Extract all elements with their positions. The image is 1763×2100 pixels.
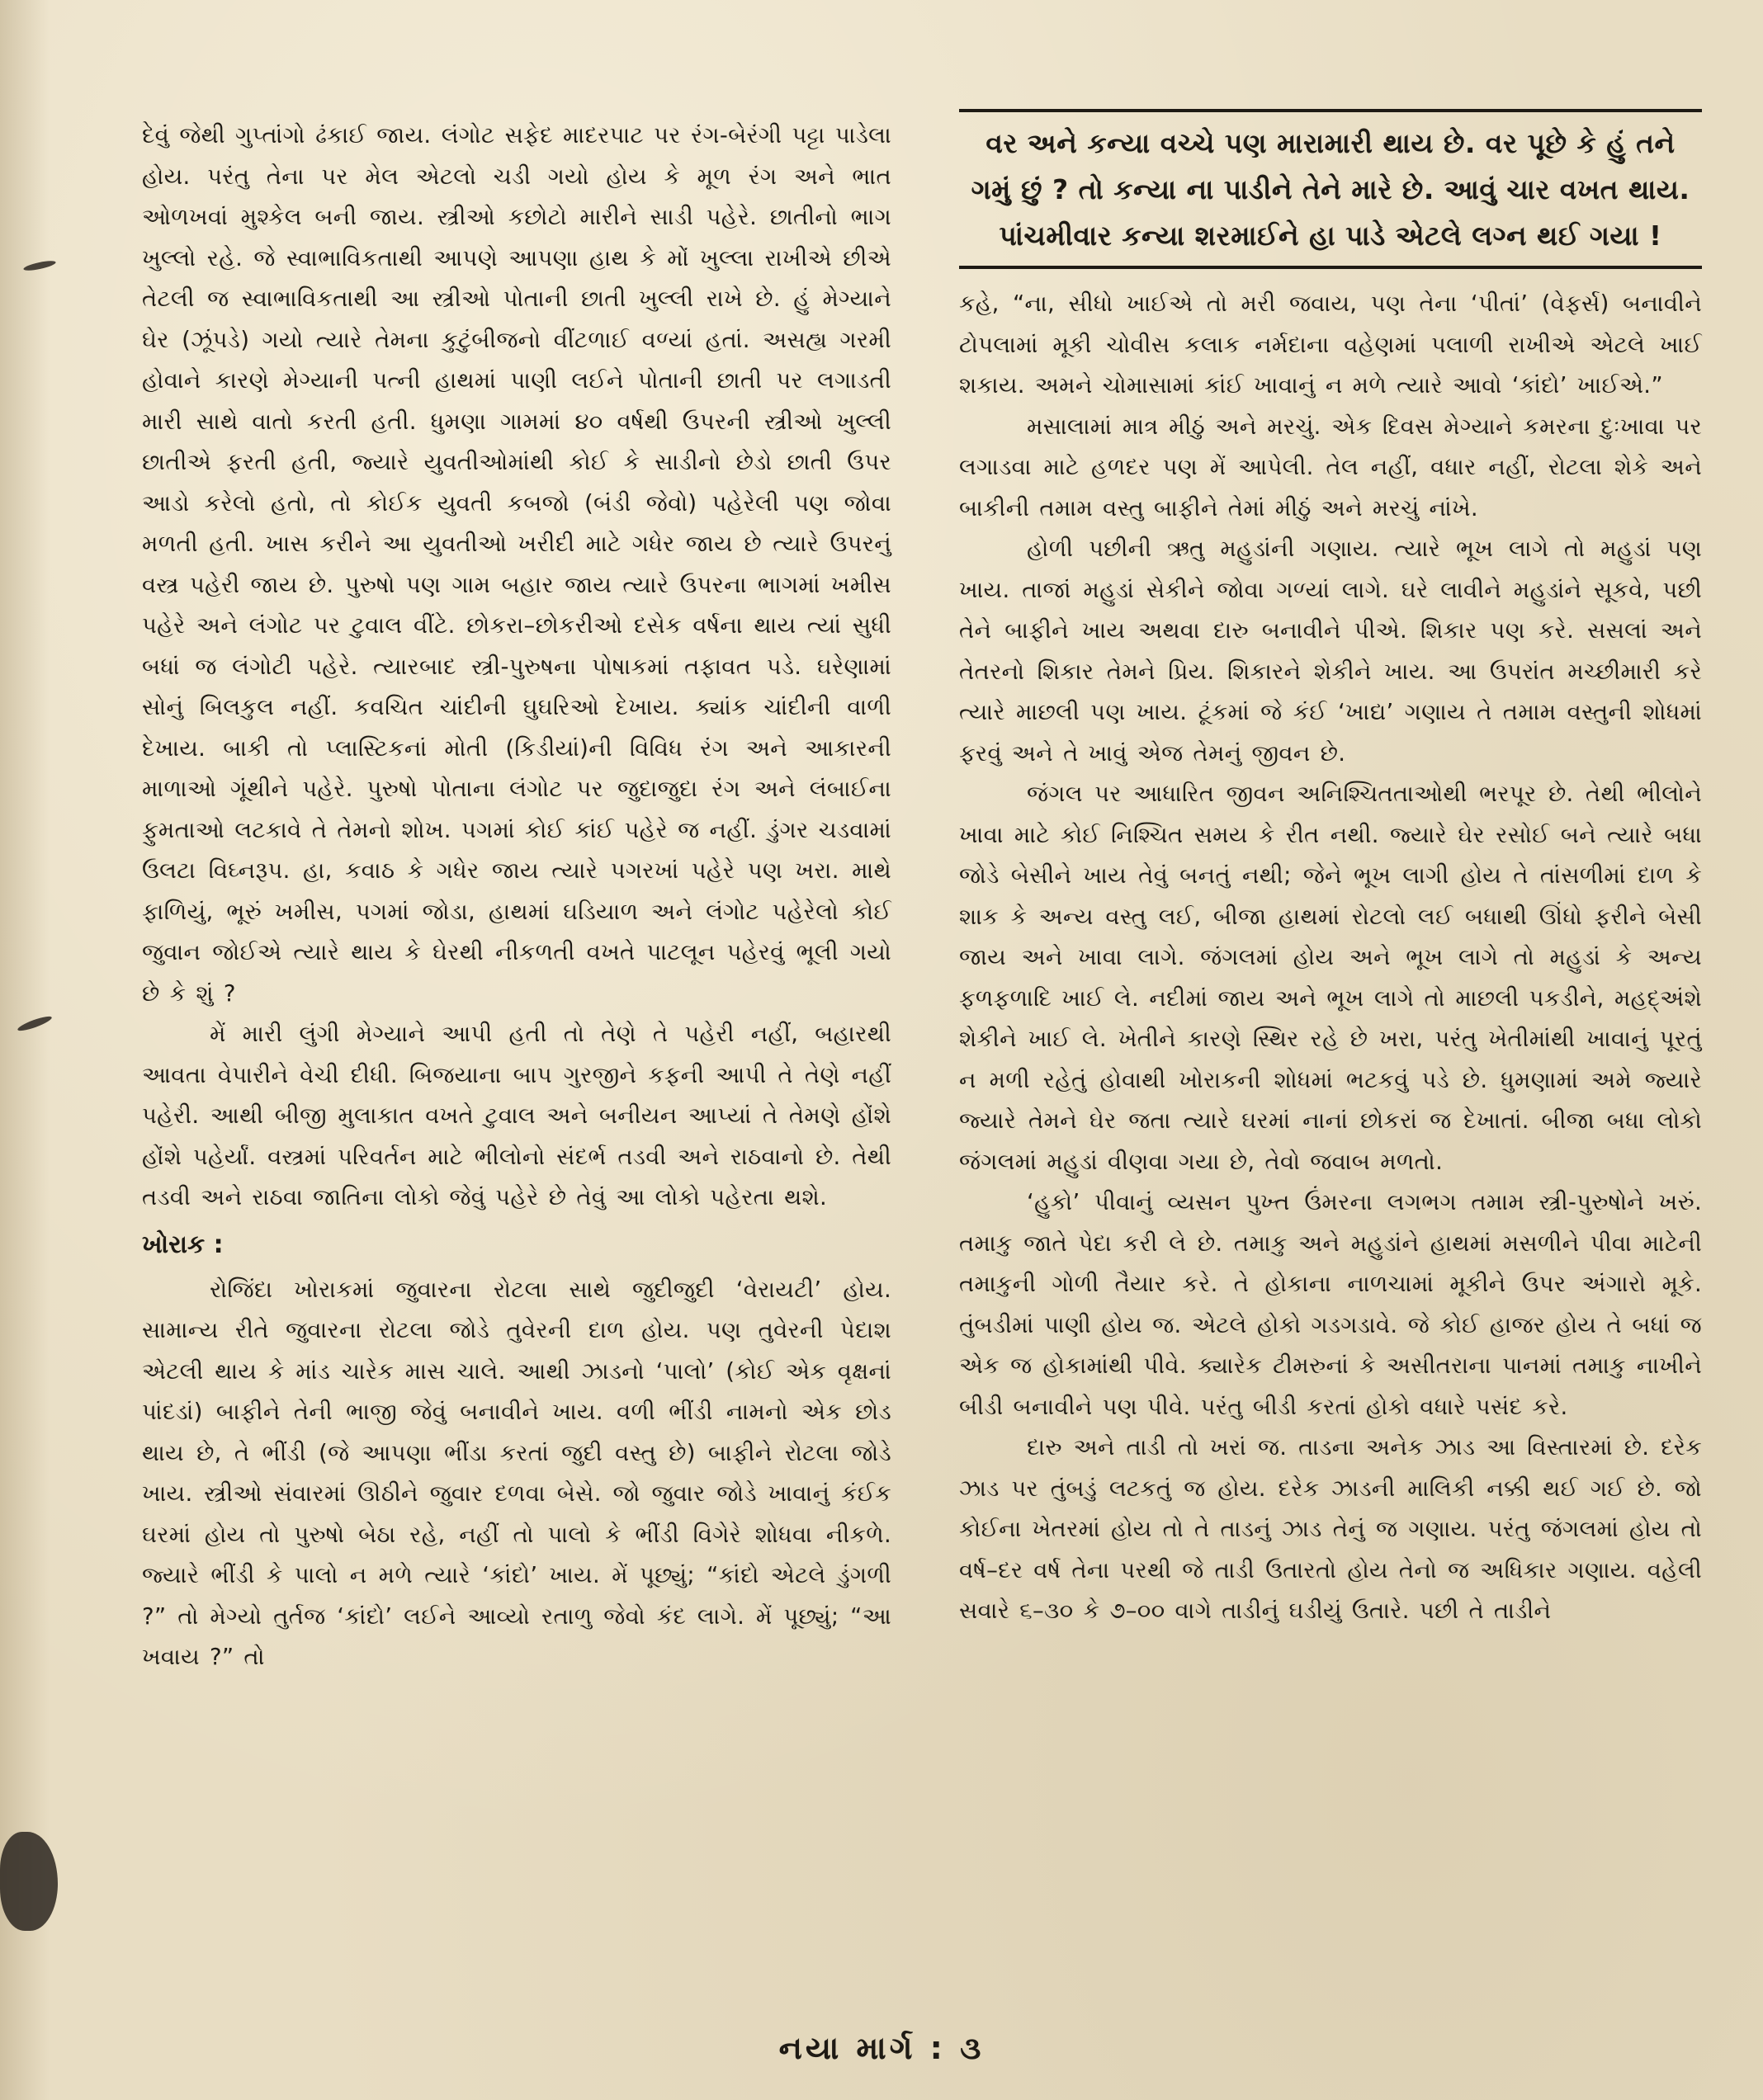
section-heading-food: ખોરાક : bbox=[142, 1229, 224, 1259]
left-paragraph-2: મેં મારી લુંગી મેગ્યાને આપી હતી તો તેણે તે પહેરી નહીં, બહારથી આવતા વેપારીને વેચી દીધી. બિજયાના બાપ ગુરજીને કફની આપી તે તેણે નહીં પહેરી. આથી બીજી મુલાકાત વખતે ટુવાલ અને બનીયન આપ્યાં તે તેમણે હોંશે હોંશે પહેર્યાં. વસ્ત્રમાં પરિવર્તન માટે ભીલોનો સંદર્ભ તડવી અને રાઠવાનો છે. તેથી તડવી અને રાઠવા જાતિના લોકો જેવું પહેરે છે તેવું આ લોકો પહેરતા થશે. bbox=[142, 1021, 891, 1210]
right-paragraph-5: ‘હુકો’ પીવાનું વ્યસન પુખ્ત ઉંમરના લગભગ તમામ સ્ત્રી-પુરુષોને ખરું. તમાકુ જાતે પેદા કરી લે છે. તમાકુ અને મહુડાંને હાથમાં મસળીને પીવા માટેની તમાકુની ગોળી તૈયાર કરે. તે હોકાના નાળચામાં મૂકીને ઉપર અંગારો મૂકે. તુંબડીમાં પાણી હોય જ. એટલે હોકો ગડગડાવે. જે કોઈ હાજર હોય તે બધાં જ એક જ હોકામાંથી પીવે. ક્યારેક ટીમરુનાં કે અસીતરાના પાનમાં તમાકુ નાખીને બીડી બનાવીને પણ પીવે. પરંતુ બીડી કરતાં હોકો વધારે પસંદ કરે. bbox=[959, 1189, 1702, 1420]
right-paragraph-3: હોળી પછીની ઋતુ મહુડાંની ગણાય. ત્યારે ભૂખ લાગે તો મહુડાં પણ ખાય. તાજાં મહુડાં સેકીને જોવા ગળ્યાં લાગે. ઘરે લાવીને મહુડાંને સૂકવે, પછી તેને બાફીને ખાય અથવા દારુ બનાવીને પીએ. શિકાર પણ કરે. સસલાં અને તેતરનો શિકાર તેમને પ્રિય. શિકારને શેકીને ખાય. આ ઉપરાંત મચ્છીમારી કરે ત્યારે માછલી પણ ખાય. ટૂંકમાં જે કંઈ ‘ખાદ્ય’ ગણાય તે તમામ વસ્તુની શોધમાં ફરવું અને તે ખાવું એજ તેમનું જીવન છે. bbox=[959, 536, 1702, 767]
page-edge-shadow bbox=[0, 0, 50, 2100]
pull-quote-text: વર અને કન્યા વચ્ચે પણ મારામારી થાય છે. વર પૂછે કે હું તને ગમું છું ? તો કન્યા ના પાડીને તેને મારે છે. આવું ચાર વખત થાય. પાંચમીવાર કન્યા શરમાઈને હા પાડે એટલે લગ્ન થઈ ગયા ! bbox=[971, 127, 1690, 252]
pull-quote-box bbox=[959, 109, 1702, 269]
paper-damage-stain bbox=[0, 1832, 58, 1931]
left-paragraph-1: દેવું જેથી ગુપ્તાંગો ઢંકાઈ જાય. લંગોટ સફેદ માદરપાટ પર રંગ-બેરંગી પટ્ટા પાડેલા હોય. પરંતુ તેના પર મેલ એટલો ચડી ગયો હોય કે મૂળ રંગ અને ભાત ઓળખવાં મુશ્કેલ બની જાય. સ્ત્રીઓ કછોટો મારીને સાડી પહેરે. છાતીનો ભાગ ખુલ્લો રહે. જે સ્વાભાવિકતાથી આપણે આપણા હાથ કે મોં ખુલ્લા રાખીએ છીએ તેટલી જ સ્વાભાવિકતાથી આ સ્ત્રીઓ પોતાની છાતી ખુલ્લી રાખે છે. હું મેગ્યાને ઘેર (ઝૂંપડે) ગયો ત્યારે તેમના કુટુંબીજનો વીંટળાઈ વળ્યાં હતાં. અસહ્ય ગરમી હોવાને કારણે મેગ્યાની પત્ની હાથમાં પાણી લઈને પોતાની છાતી પર લગાડતી મારી સાથે વાતો કરતી હતી. ધુમણા ગામમાં ૪૦ વર્ષથી ઉપરની સ્ત્રીઓ ખુલ્લી છાતીએ ફરતી હતી, જ્યારે યુવતીઓમાંથી કોઈ કે સાડીનો છેડો છાતી ઉપર આડો કરેલો હતો, તો કોઈક યુવતી કબજો (બંડી જેવો) પહેરેલી પણ જોવા મળતી હતી. ખાસ કરીને આ યુવતીઓ ખરીદી માટે ગધેર જાય છે ત્યારે ઉપરનું વસ્ત્ર પહેરી જાય છે. પુરુષો પણ ગામ બહાર જાય ત્યારે ઉપરના ભાગમાં ખમીસ પહેરે અને લંગોટ પર ટુવાલ વીંટે. છોકરા–છોકરીઓ દસેક વર્ષના થાય ત્યાં સુધી બધાં જ લંગોટી પહેરે. ત્યારબાદ સ્ત્રી-પુરુષના પોષાકમાં તફાવત પડે. ઘરેણામાં સોનું બિલકુલ નહીં. કવચિત ચાંદીની ઘુઘરિઓ દેખાય. ક્યાંક ચાંદીની વાળી દેખાય. બાકી તો પ્લાસ્ટિકનાં મોતી (કિડીયાં)ની વિવિધ રંગ અને આકારની માળાઓ ગૂંથીને પહેરે. પુરુષો પોતાના લંગોટ પર જુદાજુદા રંગ અને લંબાઈના ફુમતાઓ લટકાવે તે તેમનો શોખ. પગમાં કોઈ કાંઈ પહેરે જ નહીં. ડુંગર ચડવામાં ઉલટા વિઘ્નરૂપ. હા, કવાઠ કે ગધેર જાય ત્યારે પગરખાં પહેરે પણ ખરા. માથે ફાળિયું, ભૂરું ખમીસ, પગમાં જોડા, હાથમાં ઘડિયાળ અને લંગોટ પહેરેલો કોઈ જુવાન જોઈએ ત્યારે થાય કે ઘેરથી નીકળતી વખતે પાટલૂન પહેરવું ભૂલી ગયો છે કે શું ? bbox=[142, 122, 891, 1007]
right-paragraph-1: કહે, “ના, સીધો ખાઈએ તો મરી જવાય, પણ તેના ‘પીતાં’ (વેફર્સ) બનાવીને ટોપલામાં મૂકી ચોવીસ કલાક નર્મદાના વહેણમાં પલાળી રાખીએ એટલે ખાઈ શકાય. અમને ચોમાસામાં કાંઈ ખાવાનું ન મળે ત્યારે આવો ‘કાંદો’ ખાઈએ.” bbox=[959, 290, 1702, 399]
page-footer: નયા માર્ગ : ૩ bbox=[778, 2030, 985, 2066]
left-paragraph-3: રોજિંદા ખોરાકમાં જુવારના રોટલા સાથે જુદીજુદી ‘વેરાયટી’ હોય. સામાન્ય રીતે જુવારના રોટલા જોડે તુવેરની દાળ હોય. પણ તુવેરની પેદાશ એટલી થાય કે માંડ ચારેક માસ ચાલે. આથી ઝાડનો ‘પાલો’ (કોઈ એક વૃક્ષનાં પાંદડાં) બાફીને તેની ભાજી જેવું બનાવીને ખાય. વળી ભીંડી નામનો એક છોડ થાય છે, તે ભીંડી (જે આપણા ભીંડા કરતાં જુદી વસ્તુ છે) બાફીને રોટલા જોડે ખાય. સ્ત્રીઓ સંવારમાં ઊઠીને જુવાર દળવા બેસે. જો જુવાર જોડે ખાવાનું કંઈક ઘરમાં હોય તો પુરુષો બેઠા રહે, નહીં તો પાલો કે ભીંડી વિગેરે શોધવા નીકળે. જ્યારે ભીંડી કે પાલો ન મળે ત્યારે ‘કાંદો’ ખાય. મેં પૂછ્યું; “કાંદો એટલે ડુંગળી ?” તો મેગ્યો તુર્તજ ‘કાંદો’ લઈને આવ્યો રતાળુ જેવો કંદ લાગે. મેં પૂછ્યું; “આ ખવાય ?” તો bbox=[142, 1276, 891, 1670]
left-column bbox=[142, 116, 891, 1678]
right-paragraph-6: દારુ અને તાડી તો ખરાં જ. તાડના અનેક ઝાડ આ વિસ્તારમાં છે. દરેક ઝાડ પર તુંબડું લટકતું જ હોય. દરેક ઝાડની માલિકી નક્કી થઈ ગઈ છે. જો કોઈના ખેતરમાં હોય તો તે તાડનું ઝાડ તેનું જ ગણાય. પરંતુ જંગલમાં હોય તો વર્ષ–દર વર્ષ તેના પરથી જે તાડી ઉતારતો હોય તેનો જ અધિકાર ગણાય. વહેલી સવારે ૬–૩૦ કે ૭–૦૦ વાગે તાડીનું ઘડીયું ઉતારે. પછી તે તાડીને bbox=[959, 1434, 1702, 1624]
right-column bbox=[959, 109, 1702, 1632]
right-paragraph-2: મસાલામાં માત્ર મીઠું અને મરચું. એક દિવસ મેગ્યાને કમરના દુઃખાવા પર લગાડવા માટે હળદર પણ મેં આપેલી. તેલ નહીં, વધાર નહીં, રોટલા શેકે અને બાકીની તમામ વસ્તુ બાફીને તેમાં મીઠું અને મરચું નાંખે. bbox=[959, 413, 1702, 521]
right-paragraph-4: જંગલ પર આધારિત જીવન અનિશ્ચિતતાઓથી ભરપૂર છે. તેથી ભીલોને ખાવા માટે કોઈ નિશ્ચિત સમય કે રીત નથી. જ્યારે ઘેર રસોઈ બને ત્યારે બધા જોડે બેસીને ખાય તેવું બનતું નથી; જેને ભૂખ લાગી હોય તે તાંસળીમાં દાળ કે શાક કે અન્ય વસ્તુ લઈ, બીજા હાથમાં રોટલો લઈ બધાથી ઊંધો ફરીને બેસી જાય અને ખાવા લાગે. જંગલમાં હોય અને ભૂખ લાગે તો મહુડાં કે અન્ય ફળફળાદિ ખાઈ લે. નદીમાં જાય અને ભૂખ લાગે તો માછલી પકડીને, મહદ્અંશે શેકીને ખાઈ લે. ખેતીને કારણે સ્થિર રહે છે ખરા, પરંતુ ખેતીમાંથી ખાવાનું પૂરતું ન મળી રહેતું હોવાથી ખોરાકની શોધમાં ભટકવું પડે છે. ધુમણામાં અમે જ્યારે જ્યારે તેમને ઘેર જતા ત્યારે ઘરમાં નાનાં છોકરાં જ દેખાતાં. બીજા બધા લોકો જંગલમાં મહુડાં વીણવા ગયા છે, તેવો જવાબ મળતો. bbox=[959, 781, 1702, 1175]
